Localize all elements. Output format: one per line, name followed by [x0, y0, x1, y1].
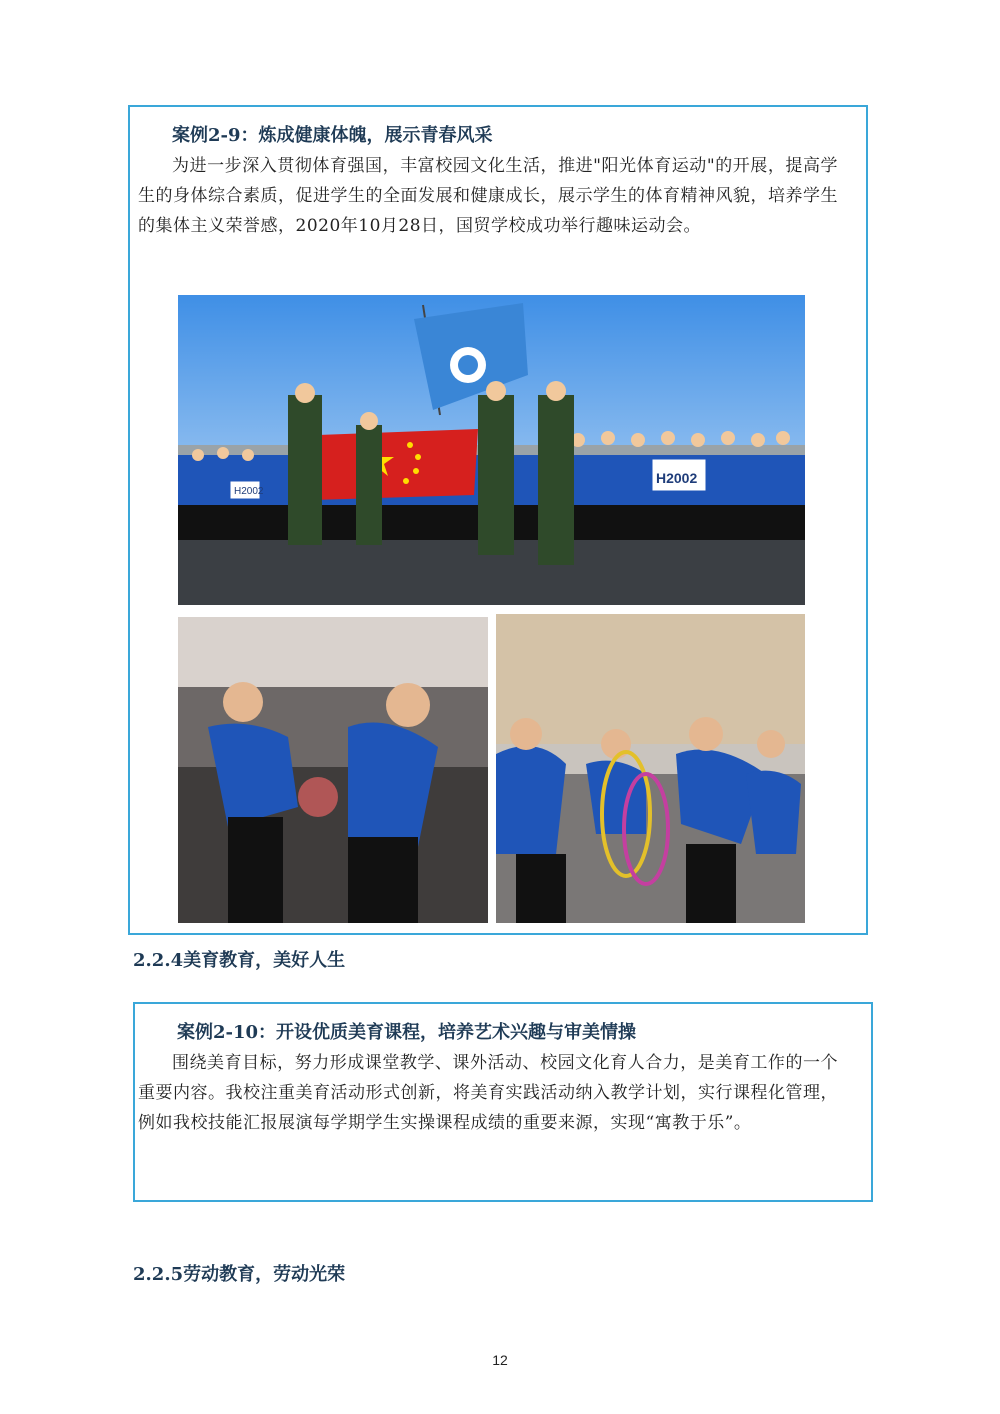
- case-2-9-box: [128, 105, 868, 935]
- national-flag: [313, 429, 478, 500]
- hula-hoop-photo: [496, 614, 805, 923]
- case-2-9-paragraph: 为进一步深入贯彻体育强国，丰富校园文化生活，推进"阳光体育运动"的开展，提高学生的身体综合素质，促进学生的全面发展和健康成长，展示学生的体育精神风貌，培养学生的集体主义荣誉感，2020年10月28日，国贸学校成功举行趣味运动会。: [138, 156, 838, 236]
- ball-game-photo: [178, 617, 488, 923]
- case-2-9-title: 案例2-9：炼成健康体魄，展示青春风采: [172, 125, 493, 146]
- case-2-9-text: [138, 151, 838, 241]
- case-2-10-box: [133, 1002, 873, 1202]
- section-heading-2-2-5: 2.2.5劳动教育，劳动光荣: [133, 1264, 346, 1285]
- case-2-10-title: 案例2-10：开设优质美育课程，培养艺术兴趣与审美情操: [177, 1022, 637, 1043]
- placard-left-text: H2002: [234, 486, 264, 497]
- section-heading-2-2-4: 2.2.4美育教育，美好人生: [133, 950, 346, 971]
- page-number: 12: [492, 1352, 508, 1368]
- flag-ceremony-photo: [178, 295, 805, 605]
- case-2-10-text: [138, 1048, 838, 1138]
- placard-right-text: H2002: [656, 470, 698, 486]
- case-2-10-paragraph: 围绕美育目标，努力形成课堂教学、课外活动、校园文化育人合力，是美育工作的一个重要内容。我校注重美育活动形式创新，将美育实践活动纳入教学计划，实行课程化管理，例如我校技能汇报展演每学期学生实操课程成绩的重要来源，实现“寓教于乐”。: [138, 1053, 838, 1133]
